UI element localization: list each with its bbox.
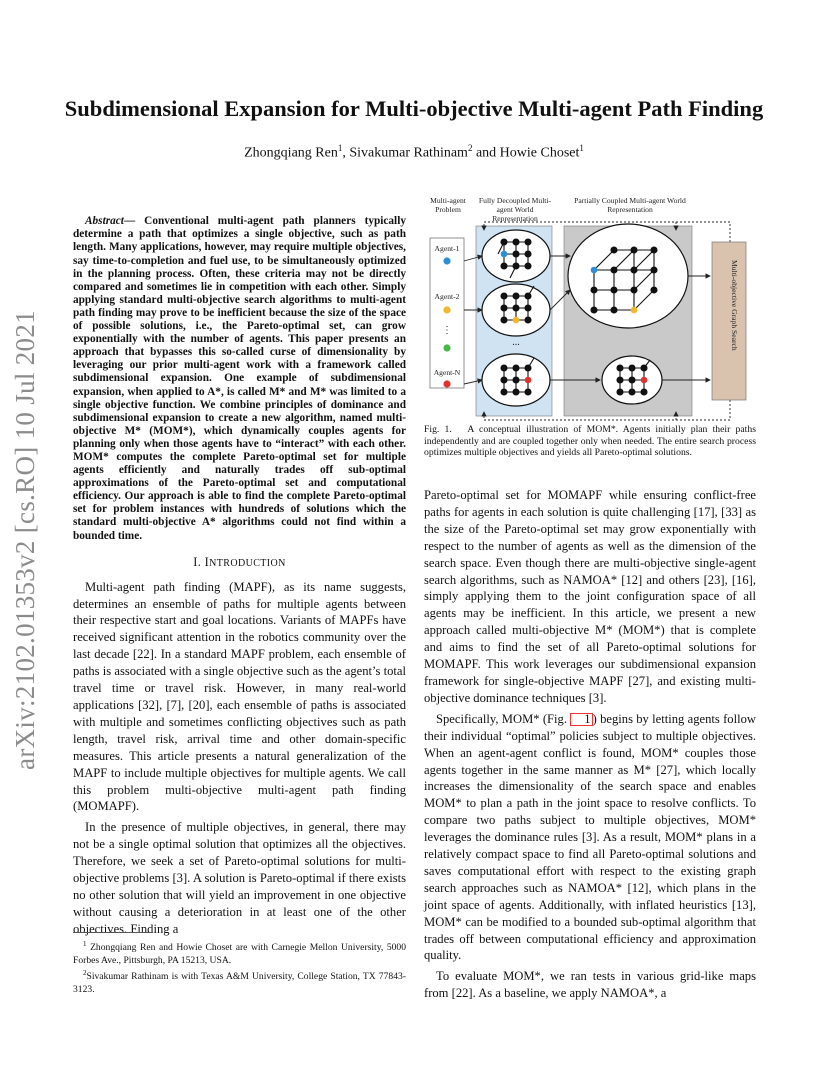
graph-search-label: Multi-objective Graph Search [730, 260, 739, 351]
footnote-mark: 1 [83, 940, 87, 948]
agent-n-start [525, 377, 532, 384]
abstract-lead: Abstract [85, 215, 124, 228]
footnote-mark: 2 [83, 969, 87, 977]
agent-1-label: Agent-1 [434, 244, 460, 253]
agent-1-dot [443, 257, 450, 264]
author-separator: , [342, 145, 350, 161]
footnotes [73, 938, 406, 996]
figure-1 [424, 190, 756, 425]
author-name: Howie Choset [499, 145, 580, 161]
right-paragraph-1: Pareto-optimal set for MOMAPF while ensuring conflict-free paths for agents in each solution is quite challenging [17], [33] as the size of the Pareto-optimal set may grow exponentially with respect to the number of agents as well as the dimension of the search space. Even though there are multi-objective single-agent search algorithms, such as NAMOA* [12] and others [23], [16], simply applying them to the joint configuration space of all agents may be inefficient. In this article, we present a new approach called multi-objective M* (MOM*) that is complete and aims to find the set of all Pareto-optimal solutions for MOMAPF. This work leverages our subdimensional expansion framework for single-objective MAPF [27], and existing multi-objective dominance techniques [3]. [424, 488, 756, 705]
abstract-text: — Conventional multi-agent path planners typically determine a path that optimizes a single objective, such as path length. Many applications, however, may require multiple objectives, say time-to-completion and fuel use, to be simultaneously optimized in the planning process. Often, these criteria may not be directly compared and sometimes lie in competition with each other. Simply applying standard multi-objective search algorithms to multi-agent path finding may prove to be inefficient because the size of the space of possible solutions, i.e., the Pareto-optimal set, can grow exponentially with the number of agents. This paper presents an approach that bypasses this so-called curse of dimensionality by leveraging our prior multi-agent work with a framework called subdimensional expansion. One example of subdimensional expansion, when applied to A*, is called M* and M* was limited to a single objective function. We combine principles of dominance and subdimensional expansion to create a new algorithm, named multi-objective M* (MOM*), which dynamically couples agents for planning only when those agents have to “interact” with each other. MOM* computes the complete Pareto-optimal set for multiple agents efficiently and naturally trades off sub-optimal approximations of the Pareto-optimal set and computational efficiency. Our approach is able to find the complete Pareto-optimal set for problem instances with hundreds of solutions which the standard multi-objective A* algorithms could not find within a bounded time. [73, 215, 406, 542]
footnote-2 [73, 967, 406, 996]
agent-3-dot [443, 344, 450, 351]
graph-search-box [712, 242, 746, 400]
footnote-text: Sivakumar Rathinam is with Texas A&M University, College Station, TX 77843-3123. [73, 971, 406, 995]
agent-n-dot [443, 380, 450, 387]
affiliation-mark: 1 [579, 143, 584, 153]
arxiv-identifier: arXiv:2102.01353v2 [cs.RO] 10 Jul 2021 [10, 310, 40, 770]
agent-2-label: Agent-2 [434, 292, 460, 301]
section-heading [73, 555, 406, 570]
affiliation-mark: 2 [467, 143, 473, 153]
label-problem: Multi-agent Problem [430, 196, 466, 214]
mid-ellipsis: ... [512, 337, 520, 348]
author-separator: and [472, 145, 500, 161]
abstract [73, 215, 406, 542]
agent-n-label: Agent-N [433, 368, 461, 377]
joint-agent-2 [631, 307, 638, 314]
figure-reference-link[interactable]: 1 [570, 713, 592, 726]
author-name: Sivakumar Rathinam [349, 145, 468, 161]
agent-ellipsis: ⋮ [442, 325, 452, 336]
label-decoupled: Fully Decoupled Multi-agent World Representation [478, 196, 552, 223]
figure-caption [424, 424, 756, 459]
joint-agent-n [641, 377, 648, 384]
coupled-ellipse [568, 224, 688, 328]
paragraph-text: ) begins by letting agents follow their individual “optimal” policies subject to multiple objectives. When an agent-agent conflict is found, MOM* couples those agents together in the same manner as M* [27], which locally increases the dimensionality of the search space and enables MOM* to plan a path in the joint space to resolve conflicts. To compare two paths subject to multiple objectives, MOM* leverages the dominance rules [3]. As a result, MOM* plans in a relatively compact space to find all Pareto-optimal solutions and saves computational effort with respect to the existing graph search approaches such as NAMOA* [12], which plans in the joint space of agents. Additionally, with inflated heuristics [13], MOM* can be modified to a bounded sub-optimal algorithm that trades off between computational efficiency and approximation quality. [424, 711, 756, 963]
section-number: I. [193, 554, 205, 569]
section-cap: I [204, 554, 210, 569]
right-column [424, 487, 756, 1002]
author-line [40, 143, 788, 162]
agent-2-dot [443, 306, 450, 313]
intro-paragraph-2: In the presence of multiple objectives, in general, there may not be a single optimal solution that optimizes all the objectives. Therefore, we seek a set of Pareto-optimal solutions for multi-objective problems [3]. A solution is Pareto-optimal if there exists no other solution that will yield an improvement in one objective without causing a deterioration in at least one of the other objectives. Finding a [73, 820, 406, 936]
footnote-rule [73, 932, 153, 933]
caption-label: Fig. 1. [424, 424, 452, 435]
author-name: Zhongqiang Ren [244, 145, 338, 161]
section-title-rest: NTRODUCTION [209, 557, 286, 569]
right-paragraph-2 [424, 711, 756, 965]
footnote-1 [73, 938, 406, 967]
paragraph-text: Specifically, MOM* (Fig. [436, 711, 571, 726]
joint-agent-1 [591, 267, 598, 274]
affiliation-mark: 1 [337, 143, 343, 153]
intro-paragraph-1: Multi-agent path finding (MAPF), as its name suggests, determines an ensemble of paths for multiple agents between their respective start and goal locations. Variants of MAPFs have received significant attention in the robotics community over the last decade [22]. In a standard MAPF problem, each ensemble of paths is associated with a single objective such as the agent’s total travel time or travel risk. However, in many real-world applications [32], [7], [20], each ensemble of paths is associated with multiple and sometimes conflicting objectives such as path length, travel risk, arrival time and other domain-specific measures. This article presents a natural generalization of the MAPF to include multiple objectives for multiple agents. We call this problem multi-objective multi-agent path finding (MOMAPF). [73, 579, 406, 814]
right-paragraph-3: To evaluate MOM*, we ran tests in various grid-like maps from [22]. As a baseline, we apply NAMOA*, a [424, 969, 756, 1001]
left-column [73, 204, 406, 938]
agent-1-start [501, 251, 508, 258]
figure-diagram [424, 190, 756, 425]
caption-text: A conceptual illustration of MOM*. Agents initially plan their paths independently and are coupled together only when needed. The entire search process optimizes multiple objectives and yields all Pareto-optimal solutions. [424, 424, 756, 459]
paper-title: Subdimensional Expansion for Multi-objective Multi-agent Path Finding [64, 96, 764, 121]
footnote-text: Zhongqiang Ren and Howie Choset are with Carnegie Mellon University, 5000 Forbes Ave., Pittsburgh, PA 15213, USA. [73, 942, 407, 966]
label-coupled: Partially Coupled Multi-agent World Representation [574, 196, 686, 214]
agent-2-start [513, 317, 520, 324]
